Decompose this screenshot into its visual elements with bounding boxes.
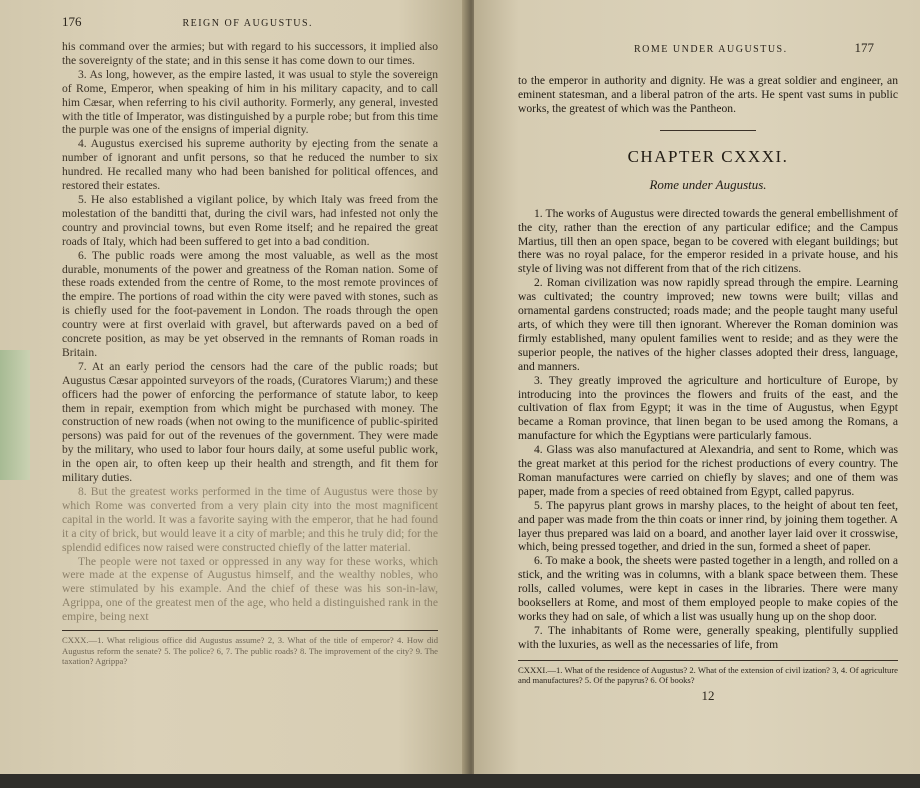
paragraph: 3. As long, however, as the empire lasted, it was usual to style the sovereign of Rome, Emperor, when speaking of him in his military capacity, and to call him Cæsar, when referring to his civil authority. Formerly, any general, invested with the title of Imperator, was distinguished by a purple robe; but from this time the purple was one of the ensigns of imperial dignity.	[62, 67, 438, 137]
chapter-subtitle: Rome under Augustus.	[649, 176, 767, 192]
paragraph: 1. The works of Augustus were directed towards the general embellishment of the city, rather than the erection of any particular edifice; and the Campus Martius, till then an open space, began to be covered with elegant buildings; but there was no royal palace, for the emperor resided in a private house, and his style of living was not different from that of the rich citizens.	[518, 206, 898, 276]
signature-mark: 12	[701, 687, 715, 703]
paragraph: 4. Glass was also manufactured at Alexandria, and sent to Rome, which was the great market at this period for the richest productions of every country. The Roman manufactures were carried on chiefly by slaves; and one of them was paper, made from a species of reed obtained from Egypt, called papyrus.	[518, 443, 898, 498]
left-running-head-text: REIGN OF AUGUSTUS.	[182, 18, 314, 29]
paragraph: his command over the armies; but with regard to his successors, it implied also the sovereignty of the state; and in this sense it has come down to our times.	[62, 40, 438, 67]
right-running-head-text: ROME UNDER AUGUSTUS.	[634, 44, 788, 55]
paragraph: 6. The public roads were among the most valuable, as well as the most durable, monuments of the power and greatness of the Roman nation. Some of these roads extended from the centre of Rome, to the most remote provinces of the empire. The portions of road within the city were paved with stones, such as is chiefly used for the foot-pavement in London. The roads through the open country were at first overlaid with gravel, but afterwards paved on a bed of concrete position, as may be yet observed in the remnants of Roman roads in Britain.	[62, 248, 438, 359]
paragraph: 8. But the greatest works performed in the time of Augustus were those by which Rome was converted from a very plain city into the most magnificent capital in the world. It was a favorite saying with the emperor, that he had found it a city of brick, but would leave it a city of marble; and this he truly did; for the splendid edifices now raised were constructed chiefly of the latter material.	[62, 485, 438, 554]
right-running-head	[634, 40, 874, 56]
chapter-title: CHAPTER CXXXI.	[627, 146, 789, 166]
book-cover-edge	[0, 774, 920, 788]
paragraph: 5. The papyrus plant grows in marshy places, to the height of about ten feet, and paper was made from the thin coats or inner rind, by joining them together. A layer thus prepared was laid on a board, and another layer laid over it crosswise, which, being pressed together, and dried in the sun, formed a sheet of paper.	[518, 498, 898, 554]
left-body-text	[62, 40, 438, 624]
right-page-number: 177	[854, 40, 874, 55]
section-rule	[660, 130, 756, 131]
paragraph: 7. The inhabitants of Rome were, generally speaking, plentifully supplied with the luxuries, as well as the necessaries of life, from	[518, 623, 898, 651]
paragraph: 7. At an early period the censors had the care of the public roads; but Augustus Cæsar appointed surveyors of the roads, (Curatores Viarum;) and these officers had the power of enforcing the performance of statute labor, to keep them in repair, exemption from which might be purchased with money. The construction of new roads (when not owing to the munificence of public-spirited persons) was paid for out of the revenues of the government. They were made by the military, who used to labor four hours daily, at some useful public work, in the open air, to often keep up their health and strength, and fit them for military duties.	[62, 359, 438, 485]
paragraph: 2. Roman civilization was now rapidly spread through the empire. Learning was cultivated; the country improved; new towns were built; villas and ornamental gardens constructed; roads made; and the people taught many useful arts, of which they were till then ignorant. Wherever the Roman dominion was firmly established, many opulent families went to reside; and as they were the superior people, the natives of the higher classes adopted their dress, language, and manners.	[518, 276, 898, 373]
paragraph: 6. To make a book, the sheets were pasted together in a length, and rolled on a stick, and the writing was in columns, with a blank space between them. These rolls, called volumes, were kept in cases in the libraries. There were many booksellers at Rome, and most of them employed people to make copies of the works they had on sale, of which a list was usually hung up on the shop door.	[518, 554, 898, 623]
right-footnote: CXXXI.—1. What of the residence of Augustus? 2. What of the extension of civil ization? 3, 4. Of agriculture and manufactures? 5. Of the papyrus? 6. Of books?	[518, 660, 898, 686]
intro-paragraph: to the emperor in authority and dignity. He was a great soldier and engineer, an eminent statesman, and a liberal patron of the arts. He spent vast sums in public works, the greatest of which was the Pantheon.	[518, 74, 898, 115]
right-page	[474, 0, 920, 788]
right-body-text	[518, 74, 898, 652]
paragraph: 3. They greatly improved the agriculture and horticulture of Europe, by introducing into the provinces the flowers and fruits of the east, and the cultivation of flax from Egypt; it was in the time of Augustus, when Egypt became a Roman province, that linen began to be used among the Romans, a manufacture for which the Egyptians were particularly famous.	[518, 373, 898, 443]
paragraph: The people were not taxed or oppressed in any way for these works, which were made at the expense of Augustus himself, and the wealthy nobles, who were stimulated by his example. And the chief of these was his son-in-law, Agrippa, one of the greatest men of the age, who held a distinguished rank in the empire, being next	[62, 554, 438, 624]
left-running-head	[62, 14, 438, 30]
left-page-number: 176	[62, 14, 82, 29]
left-footnote: CXXX.—1. What religious office did Augustus assume? 2, 3. What of the title of emperor? 4. How did Augustus reform the senate? 5. The police? 6, 7. The public roads? 8. The improvement of the city? 9. The taxation? Agrippa?	[62, 630, 438, 667]
green-bookmark-tab	[0, 350, 30, 480]
paragraph: 4. Augustus exercised his supreme authority by ejecting from the senate a number of ignorant and unfit persons, so that he reduced the number to six hundred. He recalled many who had been banished for political offences, and restored their estates.	[62, 137, 438, 193]
paragraph: 5. He also established a vigilant police, by which Italy was freed from the molestation of the banditti that, during the civil wars, had infested not only the country and provincial towns, but even Rome itself; and he repaired the great roads of Italy, which had been suffered to get into a bad condition.	[62, 192, 438, 248]
